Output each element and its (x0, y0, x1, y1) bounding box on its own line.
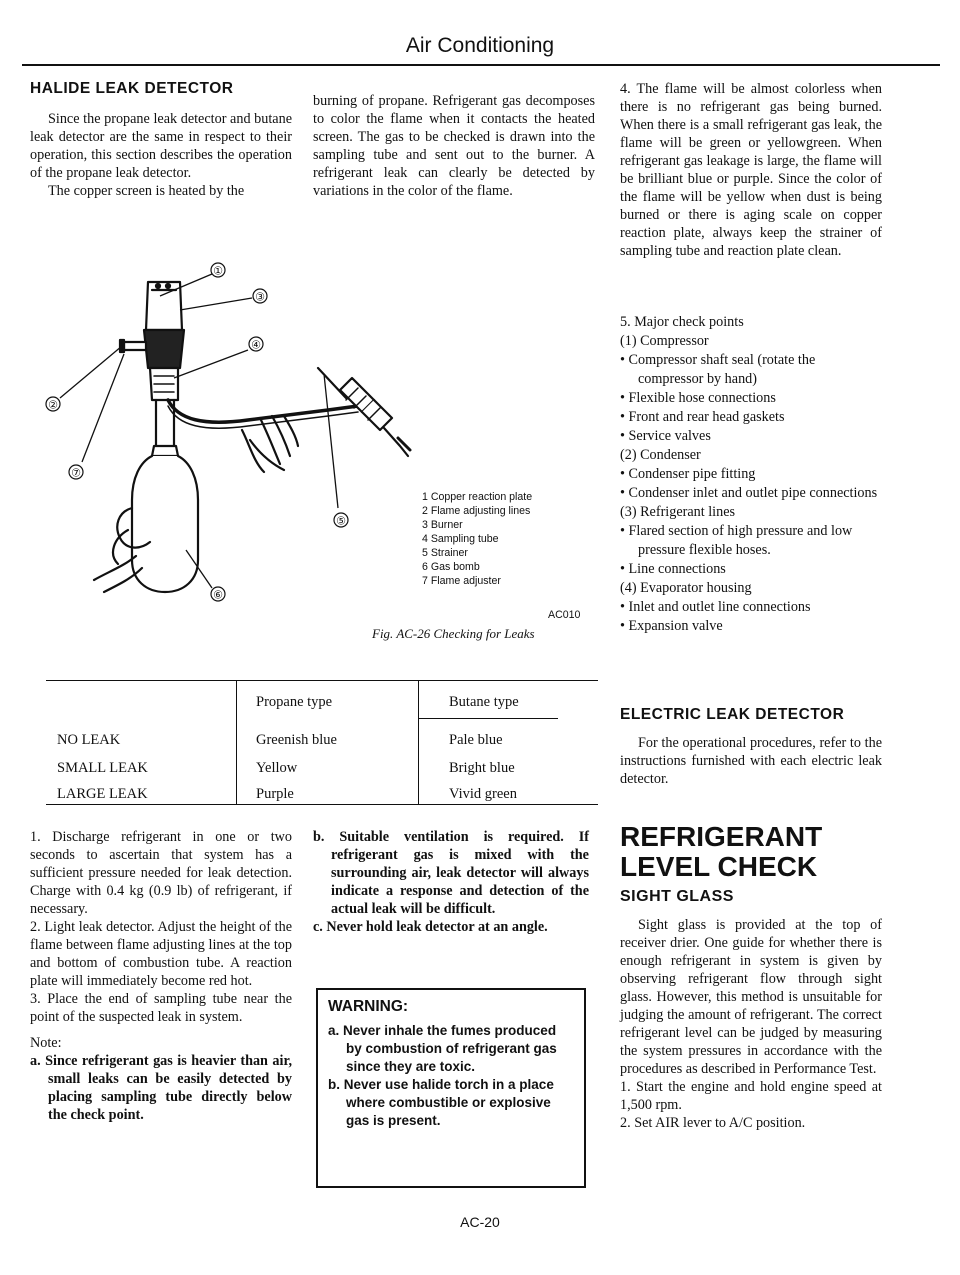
table-top-rule (46, 680, 598, 681)
callout-2-label: ② (48, 399, 58, 412)
callout-4 (249, 337, 263, 352)
list-item: • Line connections (620, 561, 726, 577)
table-cell: Yellow (256, 759, 298, 776)
flame-description (313, 92, 595, 200)
section-heading-halide: HALIDE LEAK DETECTOR (30, 80, 234, 97)
table-bottom-rule (46, 804, 598, 805)
callout-7 (69, 465, 83, 480)
list-item-text: Expansion valve (628, 618, 723, 634)
heading-line-2: LEVEL CHECK (620, 851, 818, 882)
callout-3-label: ③ (255, 291, 265, 304)
electric-paragraph (620, 734, 882, 788)
list-item-text: Compressor shaft seal (rotate the compressor by hand) (628, 352, 816, 387)
table-row (56, 714, 590, 755)
list-item-text: Front and rear head gaskets (628, 409, 785, 425)
list-item-text: Condenser pipe fitting (628, 466, 756, 482)
list-item-text: Inlet and outlet line connections (628, 599, 811, 615)
halide-paragraph-2: The copper screen is heated by the (48, 183, 245, 199)
callout-5-label: ⑤ (336, 515, 346, 528)
sight-glass-text (620, 916, 882, 1132)
callout-1-label: ① (213, 265, 223, 278)
callout-6 (211, 587, 225, 602)
running-header: Air Conditioning (405, 34, 555, 57)
callout-1 (211, 263, 225, 278)
callout-2 (46, 397, 60, 412)
callout-3 (253, 289, 267, 304)
legend-item: 5 Strainer (422, 547, 468, 559)
table-cell: Vivid green (449, 785, 517, 802)
subheading-sight-glass: SIGHT GLASS (620, 888, 734, 905)
table-header-cell: Butane type (449, 693, 519, 710)
list-item-text: Condenser inlet and outlet pipe connections (628, 485, 878, 501)
callout-7-label: ⑦ (71, 467, 81, 480)
step-2: 2. Light leak detector. Adjust the height of the flame between flame adjusting lines at the top and bottom of combustion tube. A reaction plate will immediately become red hot. (30, 919, 292, 989)
list-item-text: Service valves (628, 428, 711, 444)
check-points-list (620, 313, 882, 636)
legend-item: 6 Gas bomb (422, 561, 480, 573)
table-cell: Greenish blue (256, 731, 337, 748)
list-item: • Expansion valve (620, 618, 723, 634)
table-header-cell: Propane type (256, 693, 333, 710)
table-cell: NO LEAK (57, 731, 121, 748)
halide-intro (30, 110, 292, 200)
list-item: • Flexible hose connections (620, 390, 776, 406)
table-row (56, 755, 590, 781)
group-evaporator: (4) Evaporator housing (620, 580, 752, 596)
note-label: Note: (30, 1035, 62, 1051)
table-header-cell (56, 690, 252, 714)
table-cell: SMALL LEAK (57, 759, 148, 776)
flame-color-paragraph (620, 80, 882, 260)
table-cell: Purple (256, 785, 294, 802)
list-item: • Front and rear head gaskets (620, 409, 785, 425)
sight-glass-step-1: 1. Start the engine and hold engine speed at 1,500 rpm. (620, 1079, 882, 1113)
flame-paragraph: burning of propane. Refrigerant gas decomposes to color the flame when it contacts the heated screen. The gas to be checked is drawn into the sampling tube and sent out to the burner. A refrigerant leak can clearly be detected by variations in the color of the flame. (313, 93, 595, 199)
callout-5 (334, 513, 348, 528)
warning-box (316, 988, 586, 1188)
legend-item: 7 Flame adjuster (422, 575, 501, 587)
leak-color-table (56, 690, 590, 807)
list-item-text: Line connections (628, 561, 726, 577)
list-item-text: Flexible hose connections (628, 390, 776, 406)
note-b: b. Suitable ventilation is required. If refrigerant gas is mixed with the surrounding air, leak detector will always indicate a response and detection of the actual leak will be difficult. (313, 829, 589, 917)
table-header-row (56, 690, 590, 714)
section-heading-electric: ELECTRIC LEAK DETECTOR (620, 706, 845, 723)
page-number: AC-20 (460, 1214, 500, 1230)
group-condenser: (2) Condenser (620, 447, 701, 463)
step-3: 3. Place the end of sampling tube near the point of the suspected leak in system. (30, 991, 292, 1025)
list-item: • Condenser pipe fitting (620, 466, 756, 482)
legend-item: 2 Flame adjusting lines (422, 505, 531, 517)
warning-item-a: a. Never inhale the fumes produced by combustion of refrigerant gas since they are toxic. (328, 1023, 557, 1074)
step-5: 5. Major check points (620, 314, 744, 330)
table-cell: Bright blue (449, 759, 515, 776)
callout-6-label: ⑥ (213, 589, 223, 602)
header-rule (22, 64, 940, 66)
step-4: 4. The flame will be almost colorless when there is no refrigerant gas being burned. When there is a small refrigerant gas leak, the flame will be green or yellowgreen. When refrigerant gas leakage is large, the flame will be brilliant blue or purple. Since the color of the flame will be yellow when dust is being burned or there is aging scale on copper reaction plate, always keep the strainer of sampling tube and reaction plate clean. (620, 81, 882, 259)
list-item: • Flared section of high pressure and low pressure flexible hoses. (620, 523, 853, 558)
list-item: • Compressor shaft seal (rotate the compressor by hand) (620, 352, 816, 387)
table-cell: LARGE LEAK (57, 785, 148, 802)
procedure-notes (313, 828, 589, 936)
group-refrigerant-lines: (3) Refrigerant lines (620, 504, 736, 520)
legend-item: 4 Sampling tube (422, 533, 499, 545)
figure-code: AC010 (548, 609, 581, 621)
note-a: a. Since refrigerant gas is heavier than air, small leaks can be easily detected by placing sampling tube directly below the check point. (30, 1053, 292, 1123)
list-item-text: Flared section of high pressure and low pressure flexible hoses. (628, 523, 853, 558)
table-cell: Pale blue (449, 731, 503, 748)
list-item: • Condenser inlet and outlet pipe connections (620, 485, 878, 501)
note-c: c. Never hold leak detector at an angle. (313, 919, 548, 935)
warning-title: WARNING: (328, 998, 409, 1015)
group-compressor: (1) Compressor (620, 333, 709, 349)
sight-glass-paragraph: Sight glass is provided at the top of receiver drier. One guide for whether there is enough refrigerant in system is given by observing refrigerant flow through sight glass. However, this method is unsuitable for judging the amount of refrigerant. The correct refrigerant level can be judged by measuring the system pressures in accordance with the procedures as described in Performance Test. (620, 917, 882, 1077)
electric-text: For the operational procedures, refer to the instructions furnished with each electric leak detector. (620, 735, 882, 787)
section-heading-refrigerant (620, 822, 822, 882)
list-item: • Inlet and outlet line connections (620, 599, 811, 615)
callout-4-label: ④ (251, 339, 261, 352)
figure-caption: Fig. AC-26 Checking for Leaks (372, 626, 535, 641)
step-1: 1. Discharge refrigerant in one or two seconds to ascertain that system has a sufficient pressure needed for leak detection. Charge with 0.4 kg (0.9 lb) of refrigerant, if necessary. (30, 829, 292, 917)
halide-paragraph-1: Since the propane leak detector and butane leak detector are the same in respect to their operation, this section describes the operation of the propane leak detector. (30, 111, 292, 181)
sight-glass-step-2: 2. Set AIR lever to A/C position. (620, 1115, 806, 1131)
legend-item: 3 Burner (422, 519, 463, 531)
figure-legend (422, 490, 532, 588)
list-item: • Service valves (620, 428, 711, 444)
heading-line-1: REFRIGERANT (620, 821, 823, 852)
warning-item-b: b. Never use halide torch in a place where combustible or explosive gas is present. (328, 1077, 554, 1128)
procedure-steps (30, 828, 292, 1124)
legend-item: 1 Copper reaction plate (422, 491, 533, 503)
